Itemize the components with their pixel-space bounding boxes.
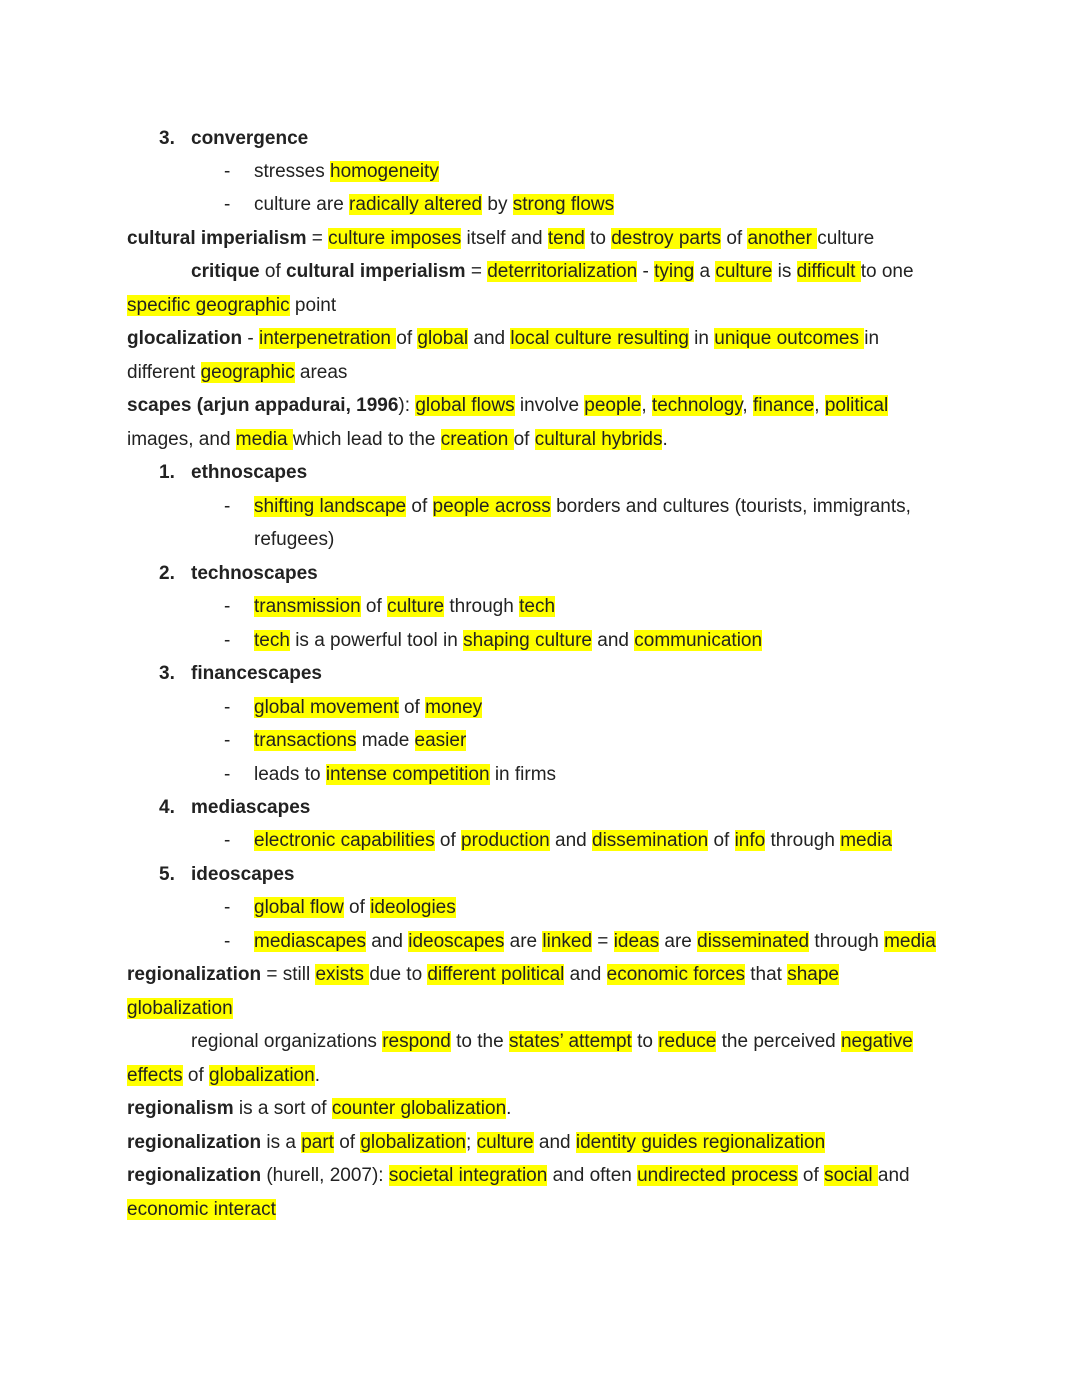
bullet-dash: - [224, 730, 231, 751]
paragraph-line: images, and media which lead to the creation of cultural hybrids. [127, 429, 668, 450]
paragraph-line: glocalization - interpenetration of global and local culture resulting in unique outcomes in [127, 328, 880, 349]
paragraph-line: different geographic areas [127, 362, 348, 383]
paragraph-line: specific geographic point [127, 295, 337, 316]
paragraph-line: critique of cultural imperialism = deterritorialization - tying a culture is difficult to one [191, 261, 914, 282]
list-number: 5. [159, 864, 175, 885]
section-heading: ethnoscapes [191, 462, 308, 483]
bullet-line: transactions made easier [254, 730, 467, 751]
bullet-dash: - [224, 630, 231, 651]
bullet-dash: - [224, 830, 231, 851]
list-number: 3. [159, 663, 175, 684]
paragraph-line: regionalization is a part of globalization; culture and identity guides regionalization [127, 1132, 826, 1153]
bullet-line: tech is a powerful tool in shaping culture and communication [254, 630, 763, 651]
paragraph-line: regionalism is a sort of counter globalization. [127, 1098, 512, 1119]
bullet-line: electronic capabilities of production and dissemination of info through media [254, 830, 892, 851]
section-heading: ideoscapes [191, 864, 295, 885]
list-number: 2. [159, 563, 175, 584]
bullet-dash: - [224, 764, 231, 785]
bullet-dash: - [224, 194, 231, 215]
section-heading: technoscapes [191, 563, 318, 584]
paragraph-line: cultural imperialism = culture imposes itself and tend to destroy parts of another culture [127, 228, 875, 249]
bullet-dash: - [224, 697, 231, 718]
bullet-line: stresses homogeneity [254, 161, 439, 182]
bullet-dash: - [224, 161, 231, 182]
bullet-dash: - [224, 931, 231, 952]
bullet-line: global movement of money [254, 697, 483, 718]
bullet-dash: - [224, 496, 231, 517]
section-heading: financescapes [191, 663, 322, 684]
paragraph-line: regionalization (hurell, 2007): societal integration and often undirected process of social and [127, 1165, 910, 1186]
bullet-dash: - [224, 596, 231, 617]
bullet-line: shifting landscape of people across borders and cultures (tourists, immigrants, [254, 496, 911, 517]
paragraph-line: regionalization = still exists due to different political and economic forces that shape [127, 964, 840, 985]
list-number: 4. [159, 797, 175, 818]
section-heading: convergence [191, 128, 309, 149]
paragraph-line: regional organizations respond to the states’ attempt to reduce the perceived negative [191, 1031, 913, 1052]
bullet-dash: - [224, 897, 231, 918]
bullet-line: mediascapes and ideoscapes are linked = ideas are disseminated through media [254, 931, 936, 952]
bullet-line: transmission of culture through tech [254, 596, 556, 617]
bullet-line: leads to intense competition in firms [254, 764, 557, 785]
paragraph-line: effects of globalization. [127, 1065, 320, 1086]
bullet-line: global flow of ideologies [254, 897, 456, 918]
bullet-line: culture are radically altered by strong flows [254, 194, 615, 215]
paragraph-line: globalization [127, 998, 233, 1019]
section-heading: mediascapes [191, 797, 311, 818]
paragraph-line: scapes (arjun appadurai, 1996): global flows involve people, technology, finance, political [127, 395, 889, 416]
paragraph-line: economic interact [127, 1199, 276, 1220]
list-number: 3. [159, 128, 175, 149]
list-number: 1. [159, 462, 175, 483]
bullet-line-continued: refugees) [254, 529, 335, 550]
